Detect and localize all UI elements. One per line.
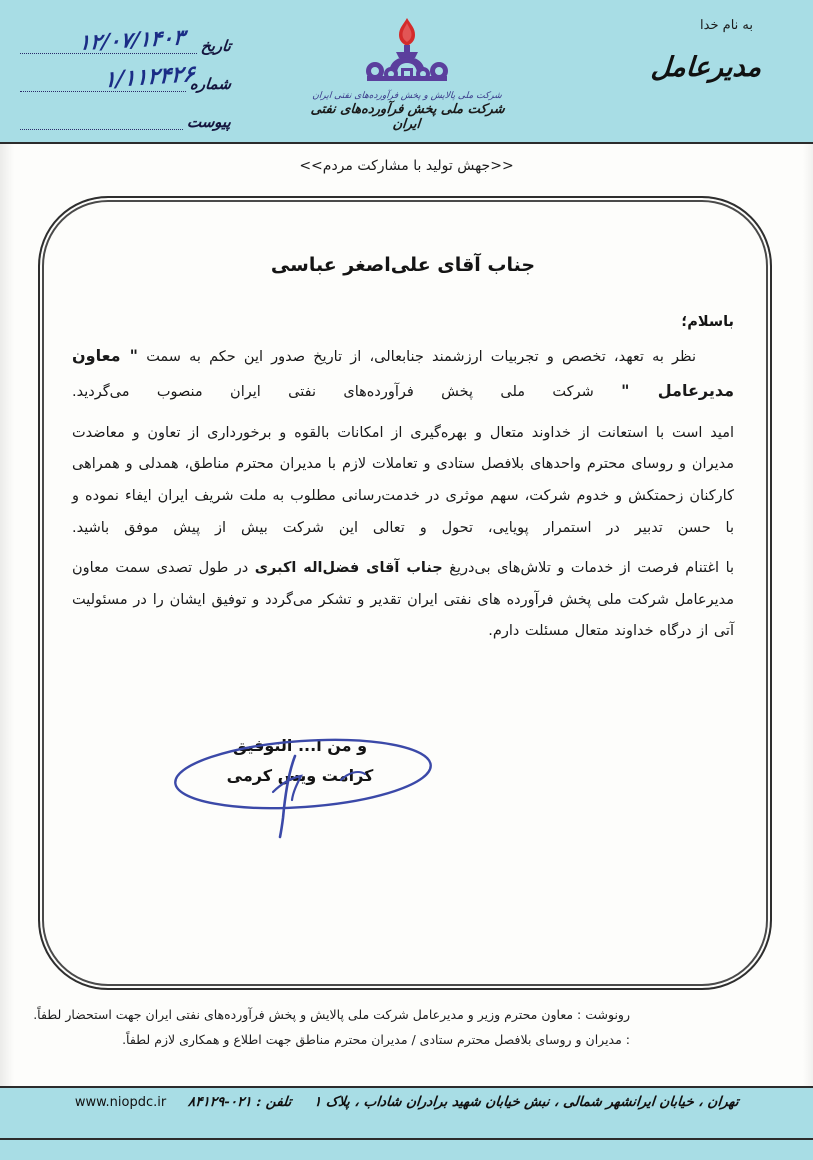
logo-caption-large: شرکت ملی پخش فرآورده‌های نفتی ایران — [309, 102, 505, 133]
predecessor-name: جناب آقای فضل‌اله اکبری — [254, 560, 443, 577]
footer-content — [0, 1094, 813, 1110]
paragraph-appreciation-post: در طول تصدی سمت معاون مدیرعامل شرکت ملی پخش فرآورده های نفتی ایران تقدیر و تشکر می‌گردد و توفیق ایشان را در مسئولیت آتی از درگاه خداوند متعال مسئلت دارم. — [72, 560, 734, 640]
paragraph-appointment — [72, 339, 734, 409]
date-value: ۱۲/۰۷/۱۴۰۳ — [78, 24, 186, 55]
number-value: ۱/۱۱۲۴۲۶ — [103, 60, 196, 94]
date-label: تاریخ — [200, 37, 233, 55]
footer-phone: تلفن : ۰۲۱-۸۴۱۲۹ — [187, 1094, 293, 1110]
manager-title: مدیرعامل — [649, 52, 763, 83]
company-logo-block — [307, 16, 507, 133]
footer-website[interactable]: www.niopdc.ir — [74, 1094, 167, 1110]
number-label: شماره — [189, 75, 233, 93]
meta-row-number — [16, 58, 231, 96]
appointment-position-quote: " معاون مدیرعامل " — [72, 346, 735, 400]
footer-address: تهران ، خیابان ایرانشهر شمالی ، نبش خیابان شهید برادران شاداب ، پلاک ۱ — [312, 1094, 739, 1110]
salutation: باسلام؛ — [681, 314, 734, 330]
paragraph-appreciation-pre: با اغتنام فرصت از خدمات و تلاش‌های بی‌دریغ — [449, 560, 735, 577]
header-meta-block — [16, 20, 231, 134]
paper-edge-left — [0, 144, 14, 1088]
paragraph-appreciation — [72, 553, 734, 648]
header-band — [0, 0, 813, 144]
letter-body — [72, 232, 734, 648]
closing-phrase: و من ا... التوفیق — [232, 736, 368, 755]
footer-band — [0, 1086, 813, 1160]
cc-notes — [33, 1002, 630, 1052]
paragraph-appointment-post: شرکت ملی پخش فرآورده‌های نفتی ایران منصوب می‌گردید. — [72, 383, 594, 400]
attachment-label: پیوست — [186, 113, 233, 131]
besmellah-text: به نام خدا — [700, 18, 753, 33]
niopdc-flame-logo — [355, 16, 459, 90]
cc-line-1: رونوشت : معاون محترم وزیر و مدیرعامل شرکت ملی پالایش و پخش فرآورده‌های نفتی ایران جهت استحضار لطفاً. — [33, 1007, 630, 1022]
paragraph-appointment-pre: نظر به تعهد، تخصص و تجربیات ارزشمند جنابعالی، از تاریخ صدور این حکم به سمت — [146, 349, 696, 365]
signature-block — [150, 736, 450, 846]
cc-line-2: : مدیران و روسای بلافصل محترم ستادی / مدیران محترم مناطق جهت اطلاع و همکاری لازم لطفاً. — [122, 1032, 630, 1047]
logo-caption-small: شرکت ملی پالایش و پخش فرآورده‌های نفتی ایران — [311, 91, 502, 101]
paper-edge-right — [803, 144, 813, 1088]
addressee-name: جناب آقای علی‌اصغر عباسی — [270, 254, 536, 276]
attachment-dotted-rule — [20, 128, 183, 130]
signer-name: کرامت ویس کرمی — [226, 766, 374, 785]
meta-row-date — [16, 20, 231, 58]
paragraph-wishes: امید است با استعانت از خداوند متعال و بهره‌گیری از امکانات بالقوه و برخورداری از تعاون و معاضدت مدیران و روسای محترم واحدهای بلافصل ستادی و تعاملات لازم با مدیران محترم مناطق، همدلی و همراهی کارکنان زحمتکش و خدوم شرکت، سهم موثری در خدمت‌رسانی مطلوب به ملت شریف ایران ایفاء نموده و با حسن تدبیر در استمرار پویایی، تحول و تعالی این شرکت بیش از پیش موفق باشید. — [72, 424, 734, 536]
meta-row-attachment — [16, 96, 231, 134]
year-slogan: <<جهش تولید با مشارکت مردم>> — [299, 158, 514, 174]
